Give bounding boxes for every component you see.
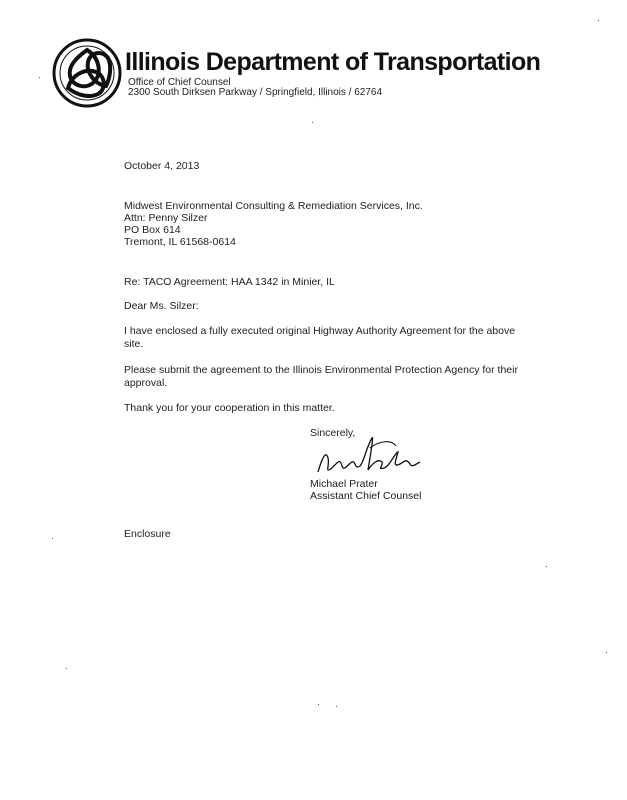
recipient-line: Tremont, IL 61568-0614 [124, 236, 236, 248]
signer-title: Assistant Chief Counsel [310, 490, 422, 502]
office-address: 2300 South Dirksen Parkway / Springfield, Illinois / 62764 [128, 87, 383, 98]
closing: Sincerely, [310, 427, 356, 439]
department-name: Illinois Department of Transportation [125, 48, 541, 76]
handwritten-signature [312, 428, 432, 478]
body-paragraph: Thank you for your cooperation in this matter. [124, 402, 335, 414]
recipient-line: Attn: Penny Silzer [124, 212, 208, 224]
office-name: Office of Chief Counsel [128, 77, 231, 88]
signer-name: Michael Prater [310, 478, 378, 490]
recipient-line: PO Box 614 [124, 224, 181, 236]
enclosure-note: Enclosure [124, 528, 171, 540]
idot-logo [50, 36, 124, 110]
recipient-line: Midwest Environmental Consulting & Remediation Services, Inc. [124, 200, 423, 212]
salutation: Dear Ms. Silzer: [124, 300, 199, 312]
re-line: Re: TACO Agreement: HAA 1342 in Minier, IL [124, 276, 335, 288]
letter-date: October 4, 2013 [124, 160, 200, 172]
body-paragraph: I have enclosed a fully executed original Highway Authority Agreement for the above site. [124, 325, 516, 350]
body-paragraph: Please submit the agreement to the Illinois Environmental Protection Agency for their approval. [124, 364, 518, 389]
